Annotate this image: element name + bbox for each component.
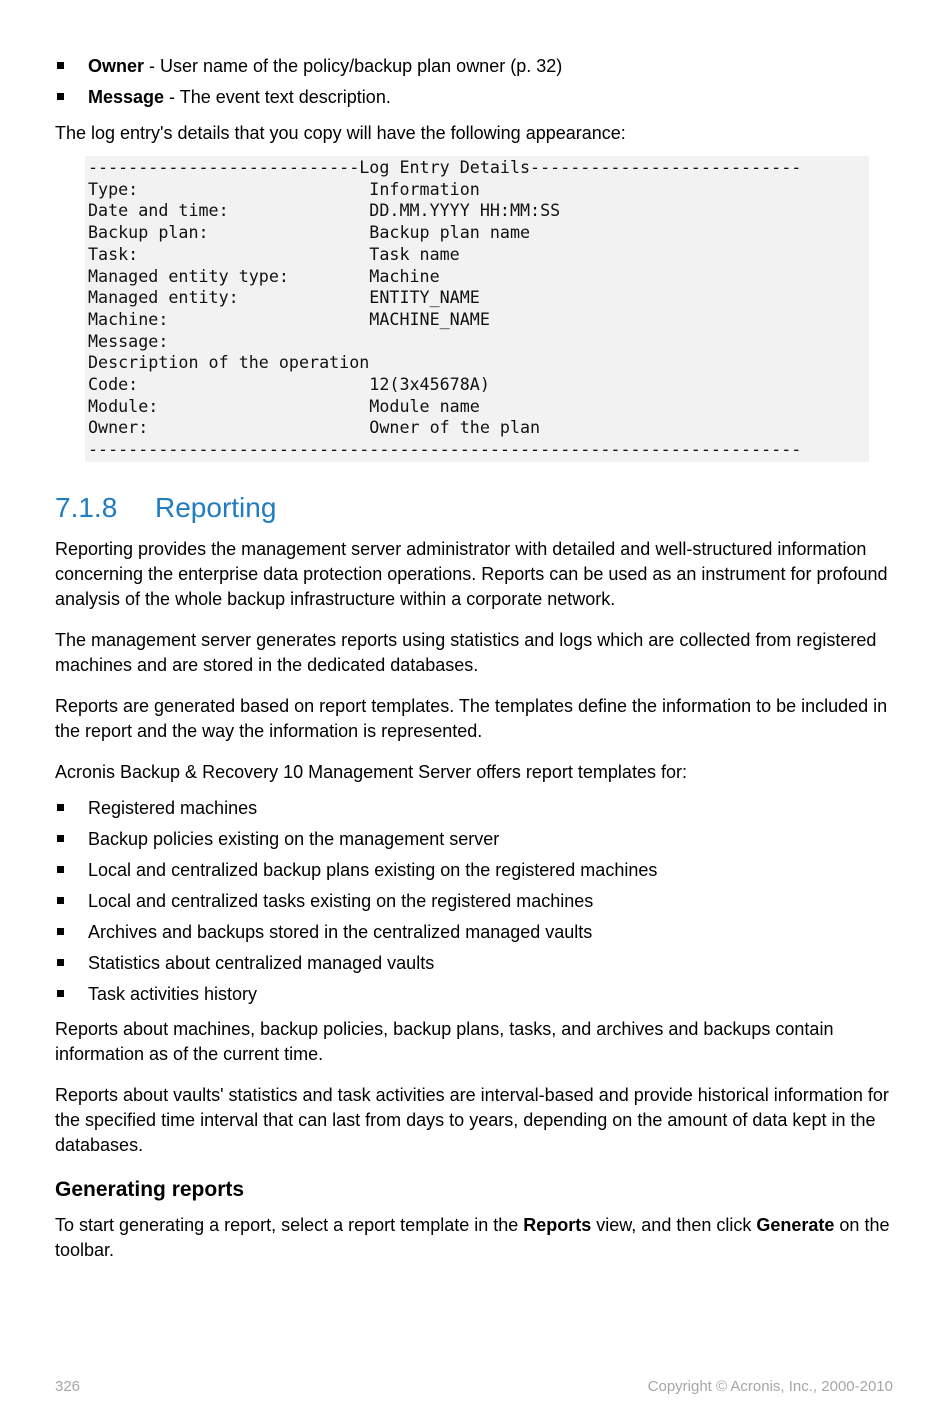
intro-paragraph: The log entry's details that you copy will have the following appearance: [55,123,626,143]
code-line: ----------------------------------------------------------------------- [88,439,802,460]
bullet-icon [57,990,64,997]
reports-view-ref: Reports [523,1215,592,1235]
code-line: Machine: MACHINE_NAME [88,308,490,329]
list-item: Statistics about centralized managed vaults [55,951,895,975]
list-item: Owner - User name of the policy/backup plan owner (p. 32) [55,54,562,78]
paragraph: To start generating a report, select a report template in the Reports view, and then click Generate on the toolbar. [55,1215,890,1260]
bullet-icon [57,835,64,842]
paragraph: Reporting provides the management server administrator with detailed and well-structured information concerning the enterprise data protection operations. Reports can be used as an instrument for profound analysis of the whole backup infrastructure within a corporate network. [55,539,888,609]
bullet-icon [57,897,64,904]
field-description-list [55,54,562,116]
generate-button-ref: Generate [756,1215,835,1235]
code-text [88,157,869,461]
list-item: Backup policies existing on the management server [55,827,895,851]
list-item: Task activities history [55,982,895,1006]
code-line: Date and time: DD.MM.YYYY HH:MM:SS [88,200,561,221]
code-line: Task: Task name [88,243,460,264]
bullet-icon [57,62,64,69]
code-line: Backup plan: Backup plan name [88,222,531,243]
code-line: Managed entity: ENTITY_NAME [88,287,480,308]
page-number: 326 [55,1378,81,1395]
code-line: ---------------------------Log Entry Details--------------------------- [88,157,802,177]
bullet-icon [57,93,64,100]
code-line: Message: [88,330,169,351]
paragraph: Reports about machines, backup policies, backup plans, tasks, and archives and backups contain information as of the current time. [55,1019,834,1064]
list-item: Local and centralized backup plans existing on the registered machines [55,858,895,882]
list-item: Local and centralized tasks existing on the registered machines [55,889,895,913]
bullet-icon [57,804,64,811]
section-body [55,537,895,1279]
section-title: Reporting [155,492,277,523]
report-templates-list [55,796,895,1006]
list-item: Registered machines [55,796,895,820]
subsection-heading: Generating reports [55,1178,245,1201]
bullet-icon [57,928,64,935]
code-line: Owner: Owner of the plan [88,417,541,438]
list-item: Archives and backups stored in the centralized managed vaults [55,920,895,944]
code-line: Managed entity type: Machine [88,265,440,286]
paragraph: Reports about vaults' statistics and task activities are interval-based and provide historical information for the specified time interval that can last from days to years, depending on the amount of data kept in the databases. [55,1085,889,1155]
section-number: 7.1.8 [55,492,118,523]
log-entry-code-block [85,156,869,462]
list-item: Message - The event text description. [55,85,562,109]
code-line: Code: 12(3x45678A) [88,374,490,395]
paragraph: Acronis Backup & Recovery 10 Management Server offers report templates for: [55,762,687,782]
bullet-icon [57,959,64,966]
code-line: Description of the operation [88,352,370,373]
paragraph: Reports are generated based on report templates. The templates define the information to be included in the report and the way the information is represented. [55,696,888,741]
paragraph: The management server generates reports using statistics and logs which are collected from registered machines and are stored in the dedicated databases. [55,630,877,675]
copyright-notice: Copyright © Acronis, Inc., 2000-2010 [647,1378,893,1395]
bullet-icon [57,866,64,873]
code-line: Module: Module name [88,395,480,416]
section-heading [55,490,276,526]
code-line: Type: Information [88,178,480,199]
